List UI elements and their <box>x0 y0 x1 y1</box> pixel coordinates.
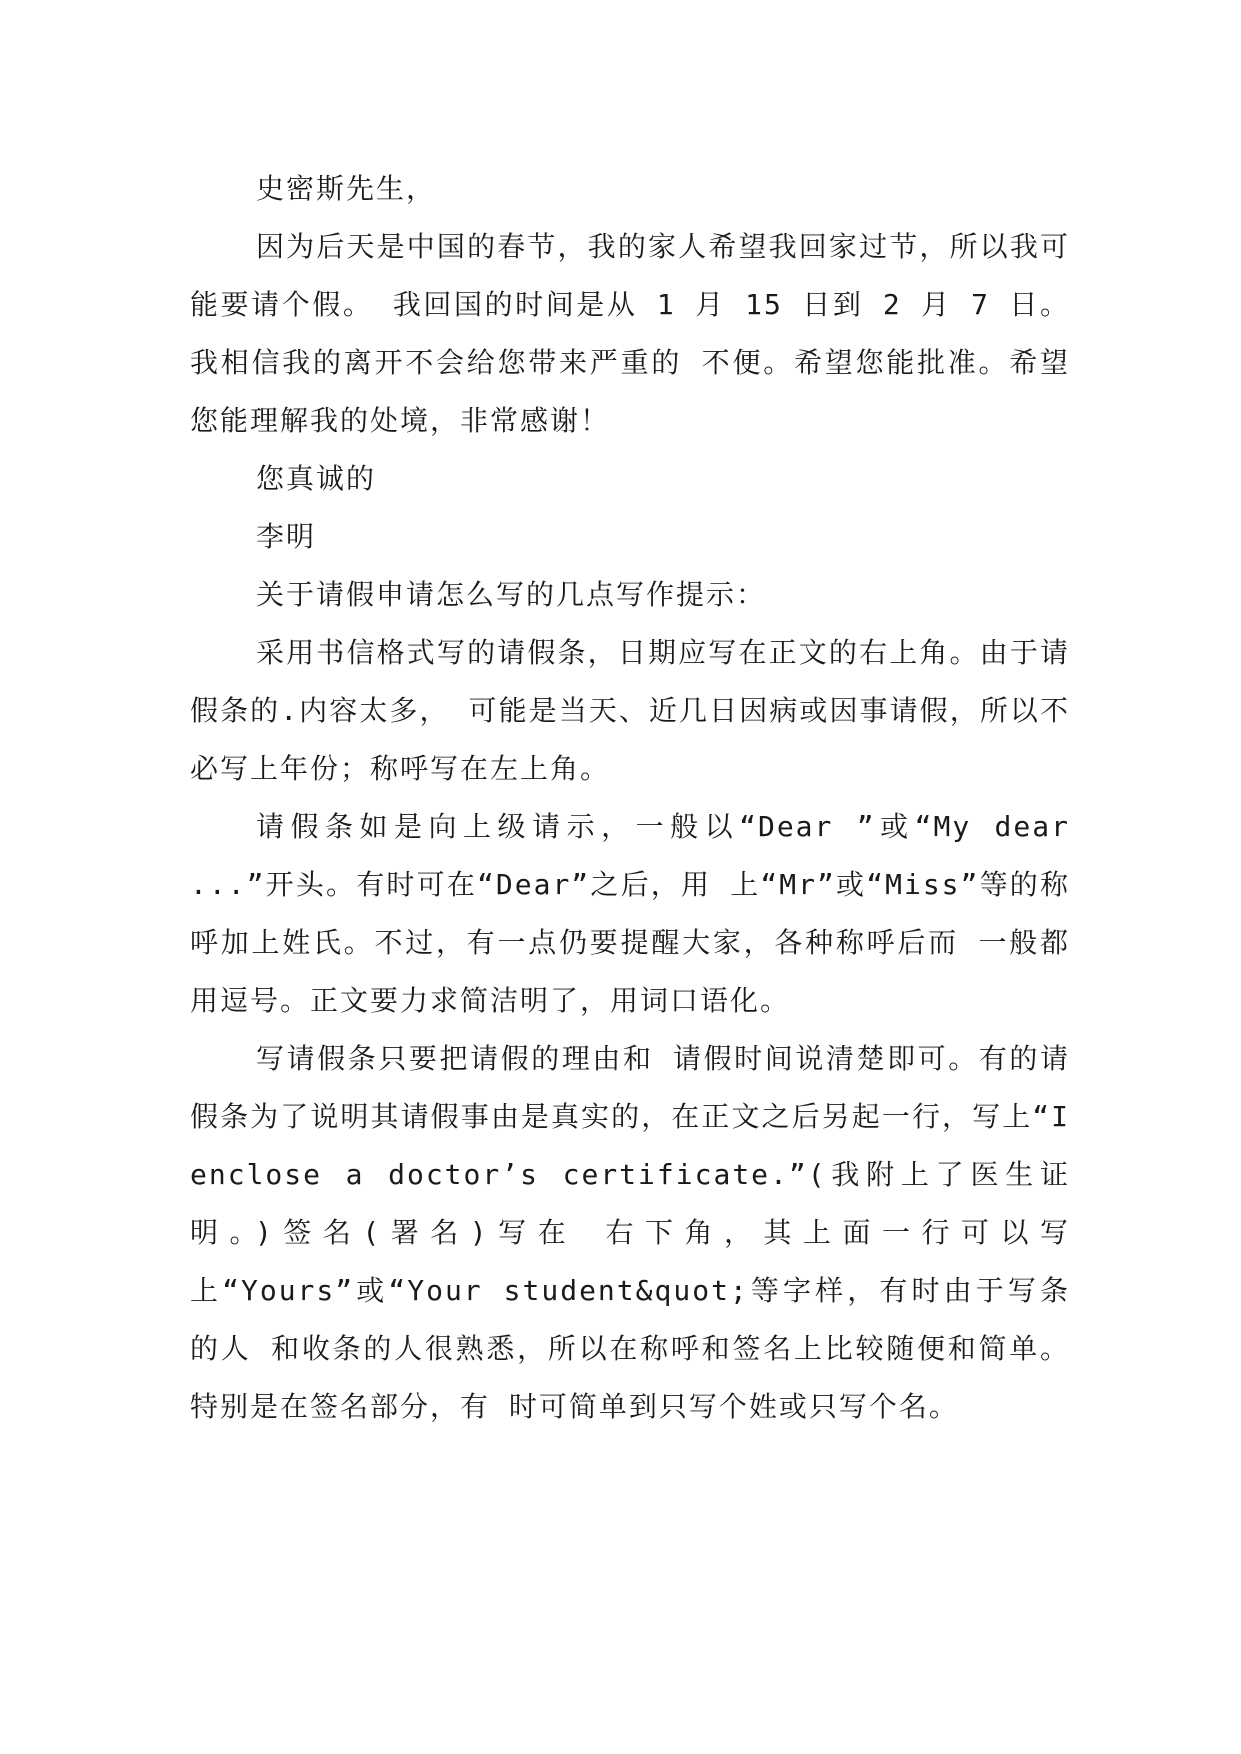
document-body <box>190 160 1089 1436</box>
letter-signature: 李明 <box>256 520 317 553</box>
letter-salutation: 史密斯先生， <box>256 172 437 205</box>
tips-paragraph: 采用书信格式写的请假条，日期应写在正文的右上角。由于请假条的.内容太多， 可能是当天、近几日因病或因事请假，所以不必写上年份；称呼写在左上角。 <box>190 636 1070 785</box>
tips-heading: 关于请假申请怎么写的几点写作提示： <box>256 578 767 611</box>
tips-paragraph: 请假条如是向上级请示，一般以“Dear ”或“My dear ...”开头。有时可在“Dear”之后，用 上“Mr”或“Miss”等的称呼加上姓氏。不过，有一点仍要提醒大家，各种称呼后而 一般都用逗号。正文要力求简洁明了，用词口语化。 <box>190 810 1089 1017</box>
tips-paragraph: 写请假条只要把请假的理由和 请假时间说清楚即可。有的请假条为了说明其请假事由是真实的，在正文之后另起一行，写上“I enclose a doctor’s certificate.”(我附上了医生证明。)签名(署名)写在 右下角，其上面一行可以写上“Yours”或“Your student&quot;等字样，有时由于写条的人 和收条的人很熟悉，所以在称呼和签名上比较随便和简单。特别是在签名部分，有 时可简单到只写个姓或只写个名。 <box>190 1042 1089 1423</box>
letter-body: 因为后天是中国的春节，我的家人希望我回家过节，所以我可能要请个假。 我回国的时间是从 1 月 15 日到 2 月 7 日。我相信我的离开不会给您带来严重的 不便。希望您能批准。希望您能理解我的处境，非常感谢！ <box>190 230 1070 437</box>
letter-closing: 您真诚的 <box>256 462 377 495</box>
